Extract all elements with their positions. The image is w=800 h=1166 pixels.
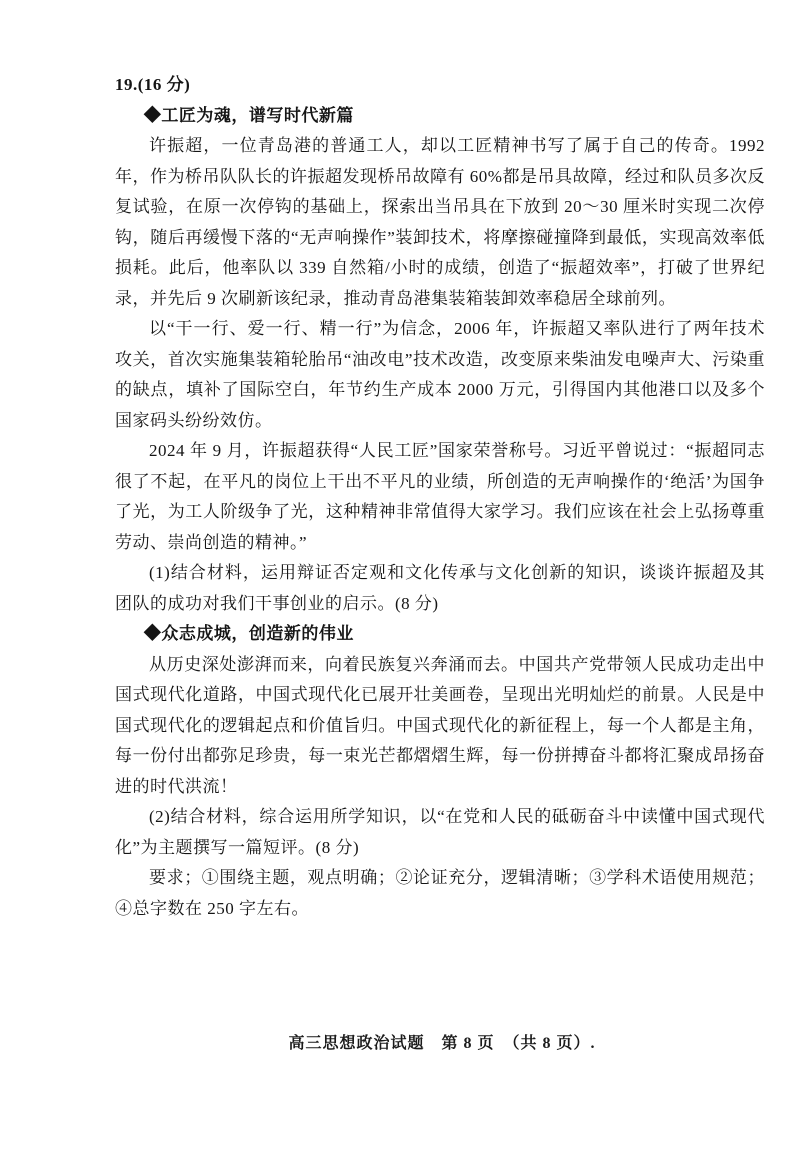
sub-question-2: (2)结合材料，综合运用所学知识，以“在党和人民的砥砺奋斗中读懂中国式现代化”为主题撰写一篇短评。(8 分): [115, 807, 765, 857]
section-2-heading: ◆众志成城，创造新的伟业: [143, 624, 354, 643]
sub-question-1: (1)结合材料，运用辩证否定观和文化传承与文化创新的知识，谈谈许振超及其团队的成功对我们干事创业的启示。(8 分): [115, 563, 765, 613]
question-19-block: [115, 70, 765, 924]
material-paragraph-1: 许振超，一位青岛港的普通工人，却以工匠精神书写了属于自己的传奇。1992 年，作为桥吊队队长的许振超发现桥吊故障有 60%都是吊具故障，经过和队员多次反复试验，在原一次停钩的基础上，探索出当吊具在下放到 20～30 厘米时实现二次停钩，随后再缓慢下落的“无声响操作”装卸技术，将摩擦碰撞降到最低，实现高效率低损耗。此后，他率队以 339 自然箱/小时的成绩，创造了“振超效率”，打破了世界纪录，并先后 9 次刷新该纪录，推动青岛港集装箱装卸效率稳居全球前列。: [115, 136, 765, 308]
question-number: 19.(16 分): [115, 75, 191, 94]
material-paragraph-3: 2024 年 9 月，许振超获得“人民工匠”国家荣誉称号。习近平曾说过：“振超同志很了不起，在平凡的岗位上干出不平凡的业绩，所创造的无声响操作的‘绝活’为国争了光，为工人阶级争了光，这种精神非常值得大家学习。我们应该在社会上弘扬尊重劳动、崇尚创造的精神。”: [115, 441, 765, 552]
answer-requirements: 要求；①围绕主题，观点明确；②论证充分，逻辑清晰；③学科术语使用规范；④总字数在 250 字左右。: [115, 868, 765, 918]
section-1-heading: ◆工匠为魂，谱写时代新篇: [143, 105, 354, 125]
material-paragraph-4: 从历史深处澎湃而来，向着民族复兴奔涌而去。中国共产党带领人民成功走出中国式现代化道路，中国式现代化已展开壮美画卷，呈现出光明灿烂的前景。人民是中国式现代化的逻辑起点和价值旨归。中国式现代化的新征程上，每一个人都是主角，每一份付出都弥足珍贵，每一束光芒都熠熠生辉，每一份拼搏奋斗都将汇聚成昂扬奋进的时代洪流！: [115, 654, 765, 796]
material-paragraph-2: 以“干一行、爱一行、精一行”为信念，2006 年，许振超又率队进行了两年技术攻关，首次实施集装箱轮胎吊“油改电”技术改造，改变原来柴油发电噪声大、污染重的缺点，填补了国际空白，年节约生产成本 2000 万元，引得国内其他港口以及多个国家码头纷纷效仿。: [115, 319, 765, 430]
page-footer: 高三思想政治试题 第 8 页 （共 8 页）.: [288, 1035, 596, 1052]
